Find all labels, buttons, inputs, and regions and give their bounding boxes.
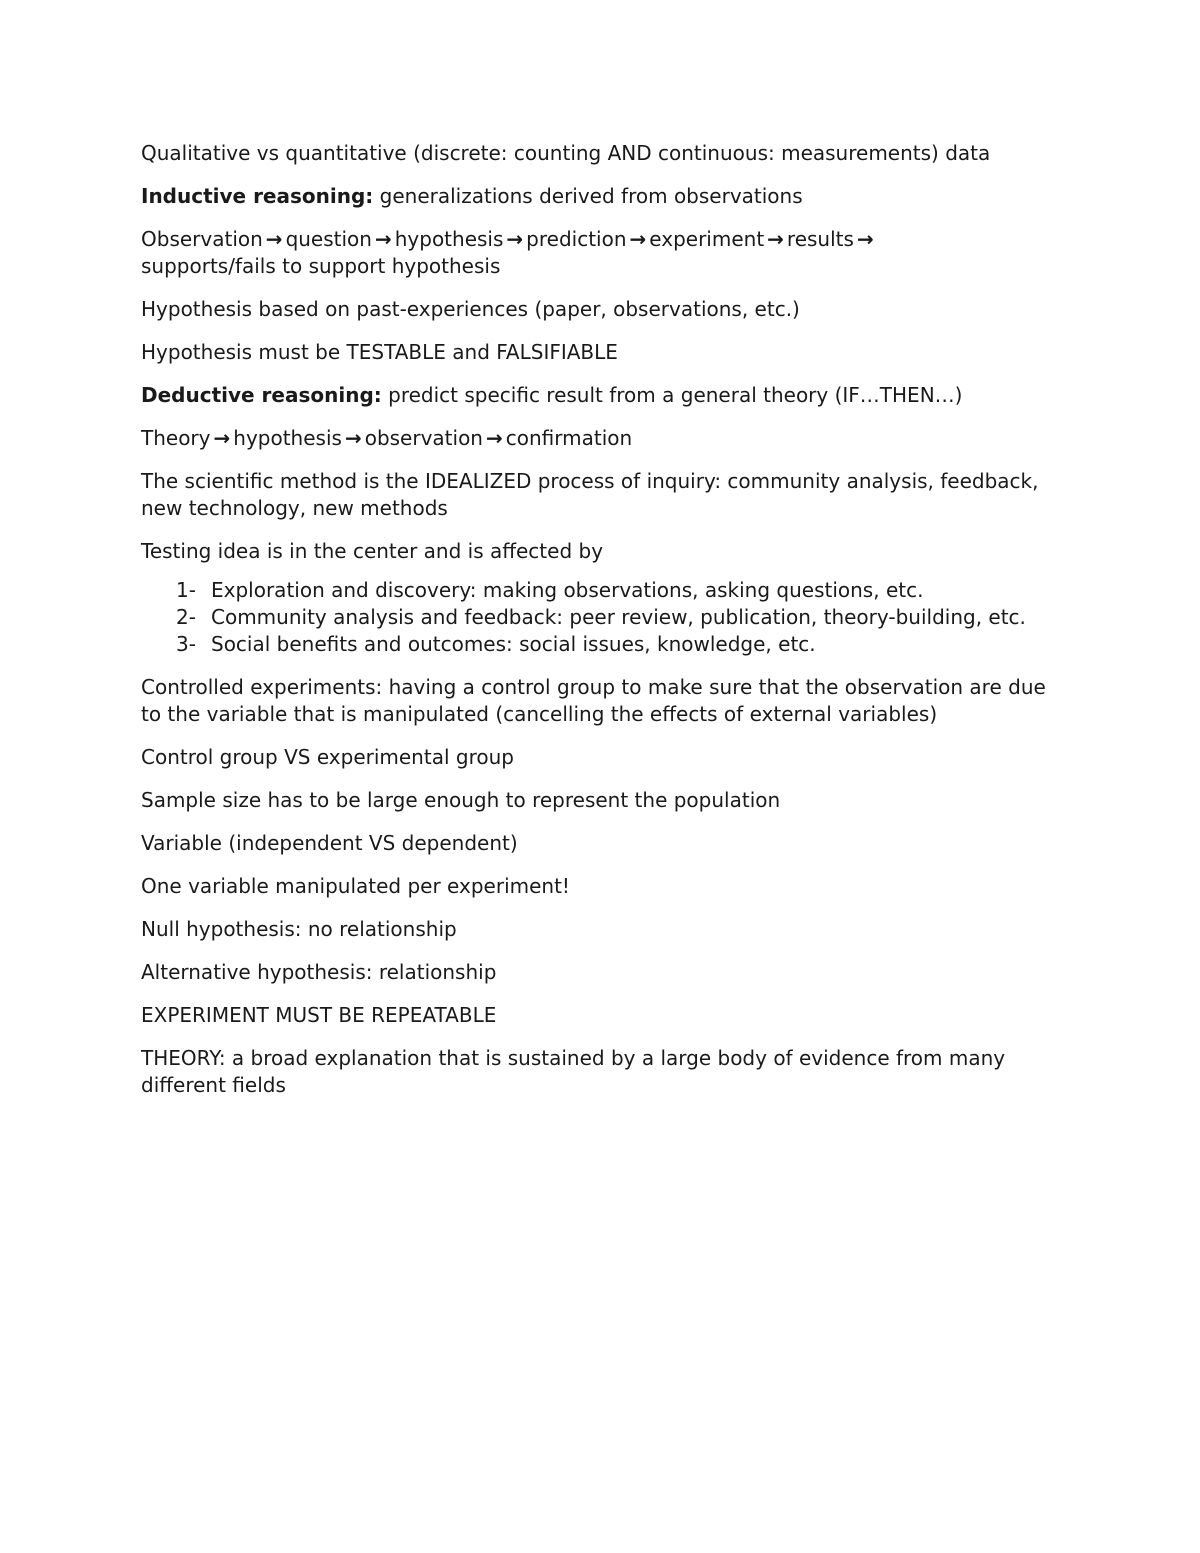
- list-item: [141, 604, 1061, 631]
- list-item-text: Exploration and discovery: making observations, asking questions, etc.: [211, 578, 924, 602]
- inductive-label: Inductive reasoning:: [141, 184, 374, 208]
- deductive-label: Deductive reasoning:: [141, 383, 382, 407]
- deductive-text: predict specific result from a general theory (IF…THEN…): [381, 383, 963, 407]
- paragraph-controlled-experiments: Controlled experiments: having a control group to make sure that the observation are due to the variable that is manipulated (cancelling the effects of external variables): [141, 675, 1046, 726]
- flow-step: question: [285, 227, 372, 251]
- arrow-right-icon: →: [344, 426, 362, 450]
- paragraph-flow-scientific: [141, 226, 1061, 280]
- list-item: [141, 577, 1061, 604]
- paragraph-data-types: Qualitative vs quantitative (discrete: counting AND continuous: measurements) data: [141, 141, 991, 165]
- flow-step: hypothesis: [233, 426, 342, 450]
- document-body: [141, 140, 1061, 1115]
- paragraph-scientific-method: The scientific method is the IDEALIZED process of inquiry: community analysis, feedback, new technology, new methods: [141, 469, 1039, 520]
- paragraph-repeatable: EXPERIMENT MUST BE REPEATABLE: [141, 1003, 497, 1027]
- list-number: 2-: [176, 605, 196, 629]
- paragraph-hypothesis-based: Hypothesis based on past-experiences (paper, observations, etc.): [141, 297, 800, 321]
- list-item-text: Community analysis and feedback: peer review, publication, theory-building, etc.: [211, 605, 1026, 629]
- flow-step: confirmation: [505, 426, 633, 450]
- arrow-right-icon: →: [856, 227, 874, 251]
- paragraph-alternative-hypothesis: Alternative hypothesis: relationship: [141, 960, 497, 984]
- flow-step: results: [786, 227, 854, 251]
- flow-step: observation: [364, 426, 483, 450]
- arrow-right-icon: →: [767, 227, 784, 251]
- paragraph-null-hypothesis: Null hypothesis: no relationship: [141, 917, 457, 941]
- arrow-right-icon: →: [506, 227, 524, 251]
- paragraph-one-variable: One variable manipulated per experiment!: [141, 874, 570, 898]
- flow-step: supports/fails to support hypothesis: [141, 254, 501, 278]
- arrow-right-icon: →: [265, 227, 283, 251]
- paragraph-deductive: [141, 382, 1061, 409]
- paragraph-control-group: Control group VS experimental group: [141, 745, 514, 769]
- list-number: 3-: [176, 632, 196, 656]
- arrow-right-icon: →: [374, 227, 392, 251]
- flow-step: hypothesis: [394, 227, 504, 251]
- paragraph-testing-idea: Testing idea is in the center and is affected by: [141, 539, 604, 563]
- flow-step: Theory: [141, 426, 211, 450]
- flow-step: Observation: [141, 227, 263, 251]
- list-item: [141, 631, 1061, 658]
- arrow-right-icon: →: [213, 426, 231, 450]
- paragraph-sample-size: Sample size has to be large enough to represent the population: [141, 788, 781, 812]
- arrow-right-icon: →: [485, 426, 503, 450]
- paragraph-hypothesis-testable: Hypothesis must be TESTABLE and FALSIFIABLE: [141, 340, 618, 364]
- inductive-text: generalizations derived from observations: [373, 184, 803, 208]
- flow-step: experiment: [649, 227, 765, 251]
- paragraph-variable: Variable (independent VS dependent): [141, 831, 518, 855]
- list-item-text: Social benefits and outcomes: social issues, knowledge, etc.: [211, 632, 816, 656]
- paragraph-flow-theory: [141, 425, 1061, 452]
- numbered-list: [141, 577, 1061, 658]
- paragraph-inductive: [141, 183, 1061, 210]
- flow-step: prediction: [526, 227, 627, 251]
- arrow-right-icon: →: [629, 227, 647, 251]
- list-number: 1-: [176, 578, 196, 602]
- paragraph-theory: THEORY: a broad explanation that is sustained by a large body of evidence from many different fields: [141, 1046, 1006, 1097]
